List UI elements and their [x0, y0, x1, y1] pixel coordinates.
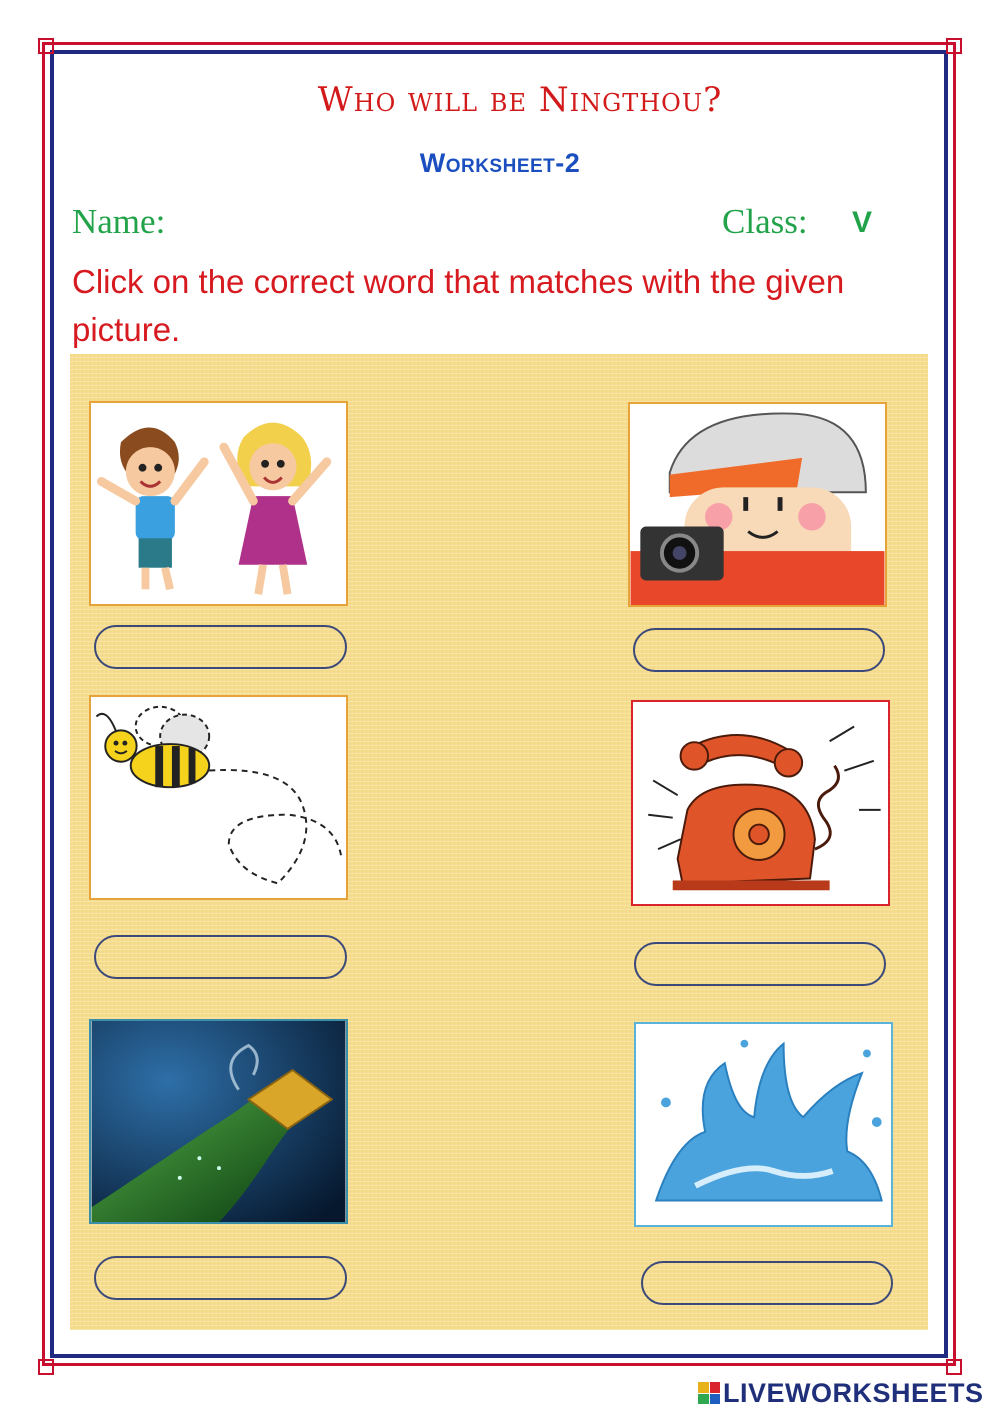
name-label: Name:	[72, 202, 166, 241]
answer-box-6[interactable]	[641, 1261, 893, 1305]
answer-box-1[interactable]	[94, 625, 347, 669]
worksheet-title: Who will be Ningthou?	[317, 80, 723, 120]
border-corner-ornament	[946, 1359, 962, 1375]
water-splash-icon	[634, 1022, 893, 1227]
instruction-text: Click on the correct word that matches with the given picture.	[72, 263, 845, 348]
class-value: V	[852, 206, 873, 239]
worksheet-subtitle: Worksheet-2	[419, 148, 581, 178]
answer-box-4[interactable]	[634, 942, 886, 986]
answer-box-3[interactable]	[94, 935, 347, 979]
border-corner-ornament	[38, 38, 54, 54]
boy-with-camera-icon	[628, 402, 887, 607]
flying-bee-icon	[89, 695, 348, 900]
ringing-telephone-icon	[631, 700, 890, 906]
children-jumping-icon	[89, 401, 348, 606]
border-corner-ornament	[38, 1359, 54, 1375]
answer-box-2[interactable]	[633, 628, 885, 672]
liveworksheets-brand[interactable]	[698, 1378, 984, 1408]
border-corner-ornament	[946, 38, 962, 54]
class-label: Class:	[722, 202, 808, 241]
bottle-cap-popping-icon	[89, 1019, 348, 1224]
liveworksheets-logo-icon	[698, 1382, 720, 1404]
answer-box-5[interactable]	[94, 1256, 347, 1300]
brand-text: LIVEWORKSHEETS	[723, 1377, 984, 1408]
